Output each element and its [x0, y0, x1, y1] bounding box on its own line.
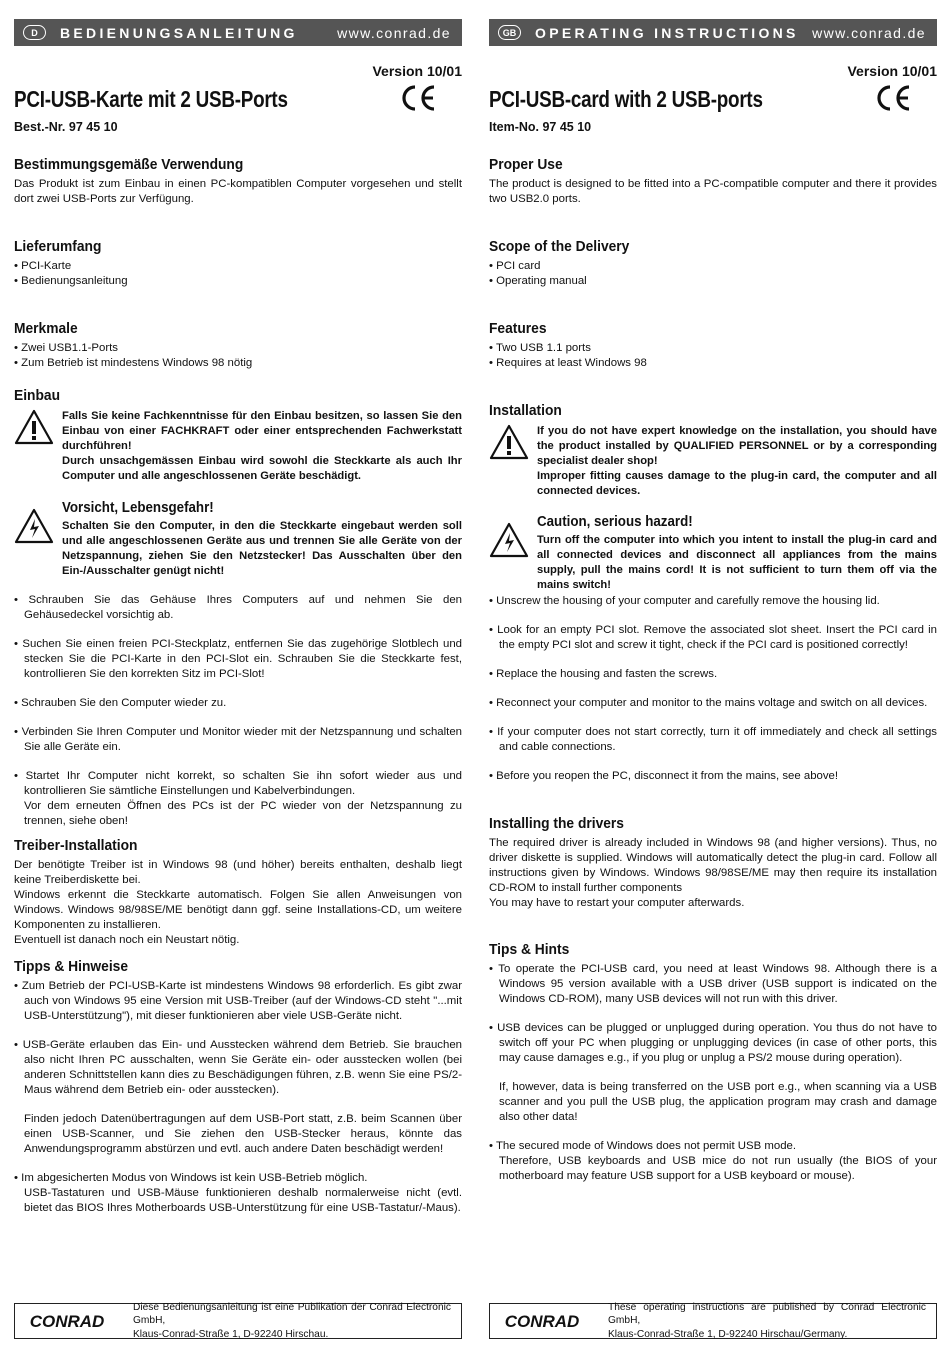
header-bar — [14, 19, 462, 46]
warning-text-2: Durch unsachgemässen Einbau wird sowohl die Steckkarte als auch Ihr Computer und alle angeschlossenen Geräte beschädigt. — [62, 455, 462, 482]
header-url: www.conrad.de — [812, 24, 926, 41]
list-item: • Zum Betrieb der PCI-USB-Karte ist mindestens Windows 98 erforderlich. Es gibt zwar auch von Windows 95 eine Version mit USB-Treiber (auf der Windows-CD steht "...mit USB-Unterstützung"), mit dieser funktionieren aber viele USB-Geräte nicht. — [14, 980, 462, 1022]
electric-hazard-icon — [14, 508, 54, 544]
list-item: • Schrauben Sie den Computer wieder zu. — [14, 697, 227, 709]
list-item-note: Vor dem erneuten Öffnen des PCs ist der PC wieder von der Netzspannung zu trennen, siehe oben! — [24, 800, 462, 827]
list-item: • PCI-Karte — [14, 260, 72, 272]
section-heading: Lieferumfang — [14, 238, 102, 255]
hazard-text: Turn off the computer into which you intent to install the plug-in card and all connected devices and disconnect all appliances from the mains supply, pull the mains cord! It is not sufficient to turn them off via the mains switch! — [537, 534, 937, 591]
list-item: • Startet Ihr Computer nicht korrekt, so schalten Sie ihn sofort wieder aus und kontrollieren Sie sämtliche Einstellungen und Kabelverbindungen. — [14, 770, 462, 797]
version-label: Version 10/01 — [372, 63, 462, 79]
section-heading: Bestimmungsgemäße Verwendung — [14, 156, 244, 173]
section-text: Das Produkt ist zum Einbau in einen PC-kompatiblen Computer vorgesehen und stellt dort zwei USB-Ports zur Verfügung. — [14, 178, 462, 205]
section-heading: Installation — [489, 402, 562, 419]
list-item: • Bedienungsanleitung — [14, 275, 128, 287]
section-heading: Installing the drivers — [489, 815, 624, 832]
section-heading: Tips & Hints — [489, 941, 570, 958]
svg-text:CONRAD: CONRAD — [504, 1312, 580, 1331]
section-heading: Treiber-Installation — [14, 837, 138, 854]
list-item: • Requires at least Windows 98 — [489, 357, 647, 369]
list-item: • Schrauben Sie das Gehäuse Ihres Computers auf und nehmen Sie den Gehäusedeckel vorsichtig ab. — [14, 594, 462, 621]
list-item: • Zum Betrieb ist mindestens Windows 98 nötig — [14, 357, 253, 369]
list-item: • To operate the PCI-USB card, you need at least Windows 98. Although there is a Windows 95 version available with a USB driver (USB support is indicated on the Windows CD-ROM), many USB devices will not run with this driver. — [489, 963, 937, 1005]
list-item: • Zwei USB1.1-Ports — [14, 342, 119, 354]
drivers-section — [489, 815, 937, 911]
warning-text-2: Improper fitting causes damage to the plug-in card, the computer and all connected devices. — [537, 470, 937, 497]
item-number: Item-No. 97 45 10 — [489, 120, 592, 134]
proper-use-section — [489, 156, 937, 207]
list-item-note: If, however, data is being transferred on the USB port e.g., when scanning via a USB scanner and you pull the USB plug, the application program may crash and damage also other data! — [499, 1081, 937, 1123]
section-text: Der benötigte Treiber ist in Windows 98 (und höher) bereits enthalten, deshalb liegt keine Treiberdiskette bei. — [14, 859, 462, 886]
installation-steps — [489, 594, 937, 784]
hazard-title: Caution, serious hazard! — [537, 514, 693, 530]
warning-triangle-icon — [489, 424, 529, 460]
section-heading: Proper Use — [489, 156, 563, 173]
installation-heading-block — [489, 402, 937, 423]
footer-text — [133, 1301, 451, 1342]
header-url: www.conrad.de — [337, 24, 451, 41]
svg-text:CONRAD: CONRAD — [29, 1312, 105, 1331]
section-text: Eventuell ist danach noch ein Neustart nötig. — [14, 934, 240, 946]
section-heading: Features — [489, 320, 547, 337]
installation-heading-block — [14, 387, 462, 408]
delivery-section — [14, 238, 462, 289]
section-text: The required driver is already included in Windows 98 (and higher versions). Thus, no driver diskette is supplied. Windows will automatically detect the plug-in card. Follow all instructions given by Windows. Windows 98/98SE/ME may then require its installation CD-ROM to install further components — [489, 837, 937, 894]
features-section — [14, 320, 462, 371]
list-item: • Two USB 1.1 ports — [489, 342, 591, 354]
header-bar — [489, 19, 937, 46]
proper-use-section — [14, 156, 462, 207]
footer-line: Klaus-Conrad-Straße 1, D-92240 Hirschau. — [133, 1328, 329, 1340]
ce-mark-icon — [874, 83, 912, 113]
list-item: • Before you reopen the PC, disconnect it from the mains, see above! — [489, 770, 839, 782]
section-text: You may have to restart your computer afterwards. — [489, 897, 745, 909]
page-title: PCI-USB-Karte mit 2 USB-Ports — [14, 86, 288, 112]
section-heading: Einbau — [14, 387, 61, 404]
conrad-logo — [19, 1310, 115, 1332]
features-section — [489, 320, 937, 371]
language-badge: D — [23, 25, 46, 40]
section-heading: Scope of the Delivery — [489, 238, 630, 255]
conrad-logo — [494, 1310, 590, 1332]
header-title: OPERATING INSTRUCTIONS — [535, 24, 799, 41]
footer — [14, 1303, 462, 1339]
list-item: • Suchen Sie einen freien PCI-Steckplatz, entfernen Sie das zugehörige Slotblech und stecken Sie die PCI-Karte in den PCI-Slot ein. Schrauben Sie die Steckkarte fest, kontrollieren Sie den korrekten Sitz im PCI-Slot! — [14, 638, 462, 680]
list-item: • If your computer does not start correctly, turn it off immediately and check all settings and cable connections. — [489, 726, 937, 753]
list-item-note: Finden jedoch Datenübertragungen auf dem USB-Port statt, z.B. beim Scannen über einen USB-Scanner, und Sie ziehen den USB-Stecker heraus, könnte das Anwendungsprogramm abstürzen und evtl. auch andere Daten beschädigt werden! — [24, 1113, 462, 1155]
warning-block — [489, 424, 937, 499]
list-item: • Verbinden Sie Ihren Computer und Monitor wieder mit der Netzspannung und schalten Sie alle Geräte ein. — [14, 726, 462, 753]
warning-text: Falls Sie keine Fachkenntnisse für den Einbau besitzen, so lassen Sie den Einbau von einer FACHKRAFT oder einer entsprechenden Fachwerkstatt durchführen! — [62, 410, 462, 452]
tips-section — [489, 941, 937, 1184]
warning-text: If you do not have expert knowledge on the installation, you should have the product installed by QUALIFIED PERSONNEL or by a corresponding specialist dealer shop! — [537, 425, 937, 467]
drivers-section — [14, 837, 462, 948]
section-heading: Merkmale — [14, 320, 78, 337]
electric-hazard-icon — [489, 522, 529, 558]
section-heading: Tipps & Hinweise — [14, 958, 129, 975]
list-item: • Replace the housing and fasten the screws. — [489, 668, 718, 680]
list-item: • Unscrew the housing of your computer and carefully remove the housing lid. — [489, 595, 880, 607]
list-item: • Look for an empty PCI slot. Remove the associated slot sheet. Insert the PCI card in the empty PCI slot and screw it tight, check if the PCI card is positioned correctly! — [489, 624, 937, 651]
footer-text — [608, 1301, 926, 1342]
footer — [489, 1303, 937, 1339]
list-item: • USB-Geräte erlauben das Ein- und Ausstecken während dem Betrieb. Sie brauchen also nicht Ihren PC ausschalten, wenn Sie Geräte ein- oder ausstecken wollen (bei anderen Schnittstellen kann dies zu Beschädigungen führen, z.B. wenn Sie eine PS/2-Maus während dem Betrieb ein- oder ausstecken). — [14, 1039, 462, 1096]
tips-section — [14, 958, 462, 1216]
delivery-section — [489, 238, 937, 289]
footer-line: Klaus-Conrad-Straße 1, D-92240 Hirschau/Germany. — [608, 1328, 848, 1340]
hazard-text: Schalten Sie den Computer, in den die Steckkarte eingebaut werden soll und alle angeschlossenen Geräte aus und trennen Sie alle Geräte von der Netzspannung, ziehen Sie den Netzstecker! Das Ausschalten über den Ein-/Ausschalter genügt nicht! — [62, 520, 462, 577]
item-number: Best.-Nr. 97 45 10 — [14, 120, 118, 134]
list-item-note: USB-Tastaturen und USB-Mäuse funktionieren deshalb normalerweise nicht (evtl. bietet das BIOS Ihres Motherboards USB-Unterstützung für eine USB-Tastatur/-Maus). — [24, 1187, 462, 1214]
list-item: • The secured mode of Windows does not permit USB mode. — [489, 1140, 797, 1152]
list-item: • Im abgesicherten Modus von Windows ist kein USB-Betrieb möglich. — [14, 1172, 368, 1184]
header-title: BEDIENUNGSANLEITUNG — [60, 24, 298, 41]
list-item: • USB devices can be plugged or unplugged during operation. You thus do not have to switch off your PC when plugging or unplugging devices (in case of other ports, this may cause damages e.g., if you plug or unplug a PS/2 mouse during operation). — [489, 1022, 937, 1064]
list-item: • PCI card — [489, 260, 541, 272]
hazard-title: Vorsicht, Lebensgefahr! — [62, 500, 214, 516]
page-title: PCI-USB-card with 2 USB-ports — [489, 86, 763, 112]
section-text: Windows erkennt die Steckkarte automatisch. Folgen Sie allen Anweisungen von Windows. Windows 98/98SE/ME benötigt dann ggf. seine Installations-CD, um weitere Komponenten zu installieren. — [14, 889, 462, 931]
hazard-block — [14, 500, 462, 579]
warning-block — [14, 409, 462, 484]
list-item: • Reconnect your computer and monitor to the mains voltage and switch on all devices. — [489, 697, 928, 709]
language-badge: GB — [498, 25, 521, 40]
installation-steps — [14, 593, 462, 829]
footer-line: Diese Bedienungsanleitung ist eine Publikation der Conrad Electronic GmbH, — [133, 1301, 451, 1327]
list-item: • Operating manual — [489, 275, 587, 287]
hazard-block — [489, 514, 937, 593]
section-text: The product is designed to be fitted into a PC-compatible computer and there it provides two USB2.0 ports. — [489, 178, 937, 205]
version-label: Version 10/01 — [847, 63, 937, 79]
warning-triangle-icon — [14, 409, 54, 445]
ce-mark-icon — [399, 83, 437, 113]
list-item-note: Therefore, USB keyboards and USB mice do not run usually (the BIOS of your motherboard may feature USB support for a USB keyboard or mouse). — [499, 1155, 937, 1182]
footer-line: These operating instructions are published by Conrad Electronic GmbH, — [608, 1301, 926, 1327]
